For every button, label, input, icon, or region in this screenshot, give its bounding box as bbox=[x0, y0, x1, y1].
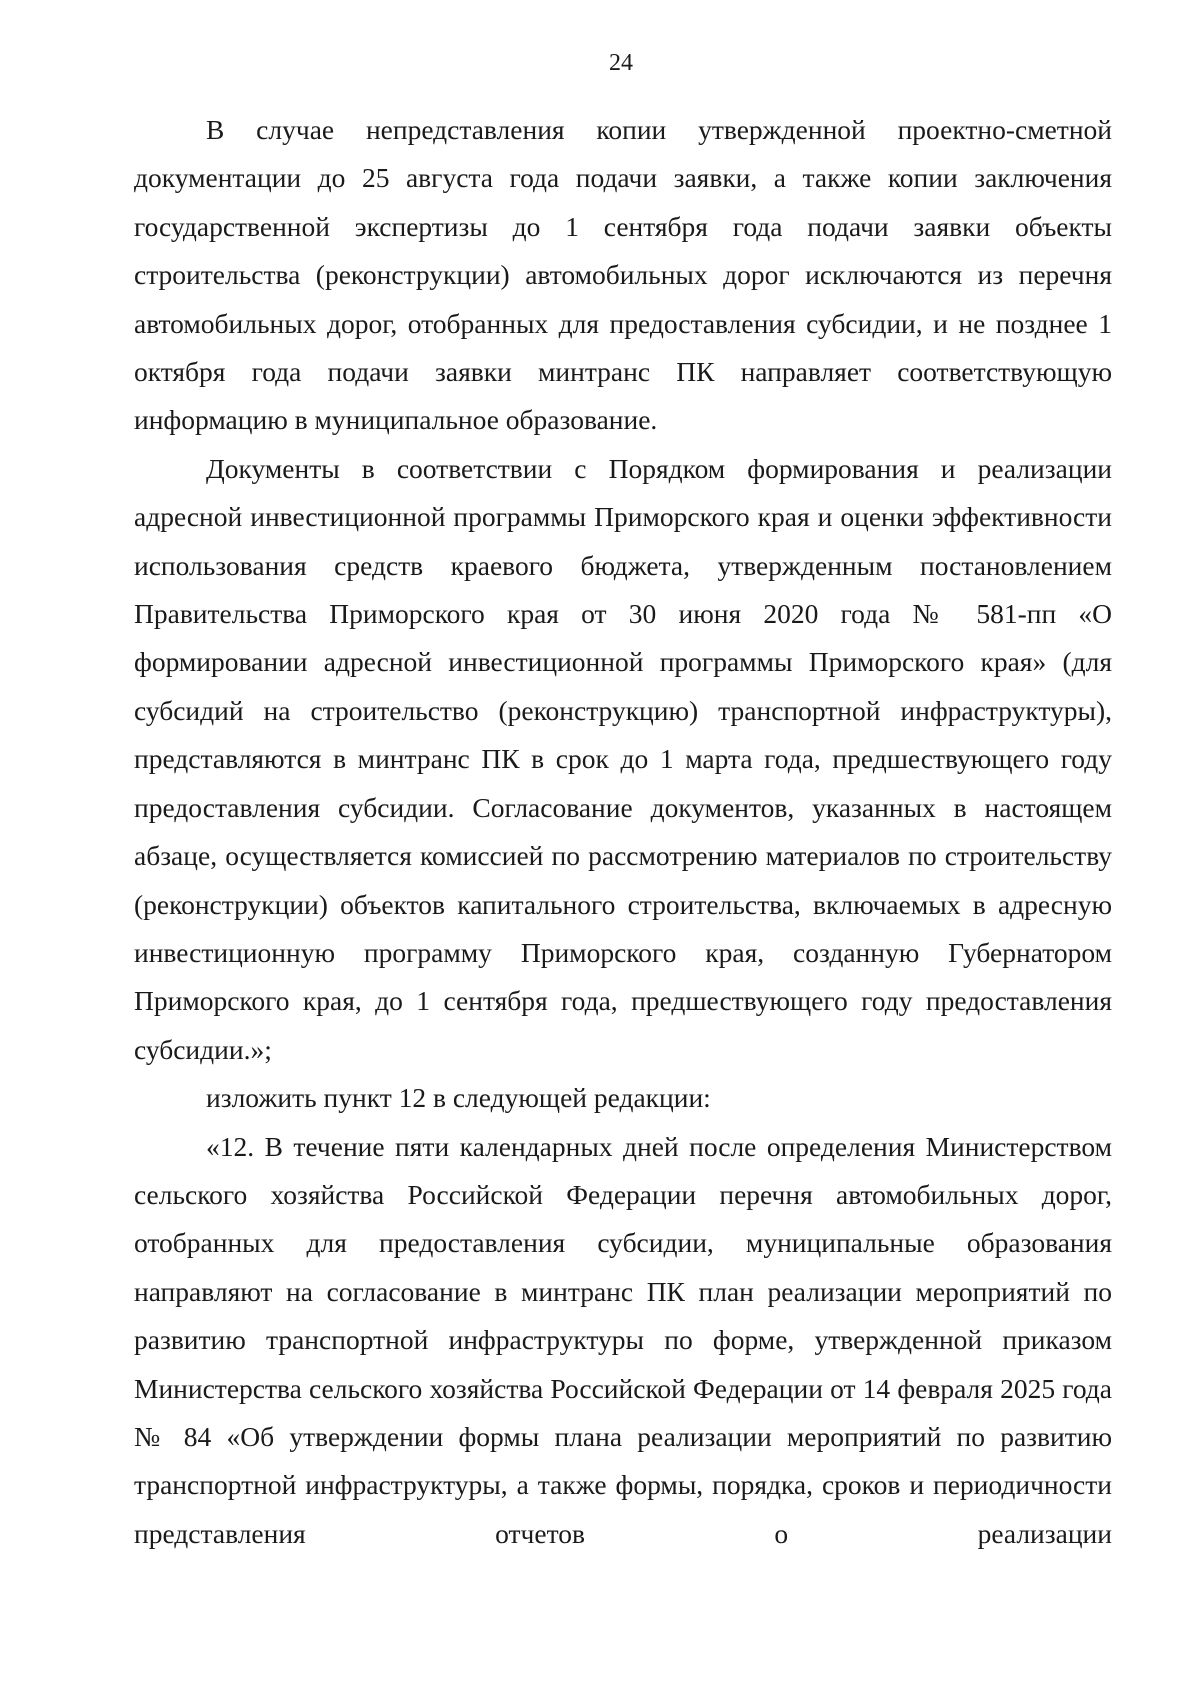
paragraph-missing-documents: В случае непредставления копии утвержденной проектно-сметной документации до 25 августа года подачи заявки, а также копии заключения государственной экспертизы до 1 сентября года подачи заявки объекты строительства (реконструкции) автомобильных дорог исключаются из перечня автомобильных дорог, отобранных для предоставления субсидии, и не позднее 1 октября года подачи заявки минтранс ПК направляет соответствующую информацию в муниципальное образование. bbox=[134, 114, 1112, 436]
document-body bbox=[134, 106, 1112, 1558]
paragraph-amend-item-12: изложить пункт 12 в следующей редакции: bbox=[206, 1082, 711, 1114]
page-number: 24 bbox=[609, 50, 633, 76]
paragraph-investment-program-documents: Документы в соответствии с Порядком формирования и реализации адресной инвестиционной программы Приморского края и оценки эффективности использования средств краевого бюджета, утвержденным постановлением Правительства Приморского края от 30 июня 2020 года № 581-пп «О формировании адресной инвестиционной программы Приморского края» (для субсидий на строительство (реконструкцию) транспортной инфраструктуры), представляются в минтранс ПК в срок до 1 марта года, предшествующего году предоставления субсидии. Согласование документов, указанных в настоящем абзаце, осуществляется комиссией по рассмотрению материалов по строительству (реконструкции) объектов капитального строительства, включаемых в адресную инвестиционную программу Приморского края, созданную Губернатором Приморского края, до 1 сентября года, предшествующего году предоставления субсидии.»; bbox=[134, 452, 1112, 1065]
paragraph-item-12: «12. В течение пяти календарных дней после определения Министерством сельского хозяйства Российской Федерации перечня автомобильных дорог, отобранных для предоставления субсидии, муниципальные образования направляют на согласование в минтранс ПК план реализации мероприятий по развитию транспортной инфраструктуры по форме, утвержденной приказом Министерства сельского хозяйства Российской Федерации от 14 февраля 2025 года № 84 «Об утверждении формы плана реализации мероприятий по развитию транспортной инфраструктуры, а также формы, порядка, сроков и периодичности представления отчетов о реализации bbox=[134, 1130, 1112, 1549]
